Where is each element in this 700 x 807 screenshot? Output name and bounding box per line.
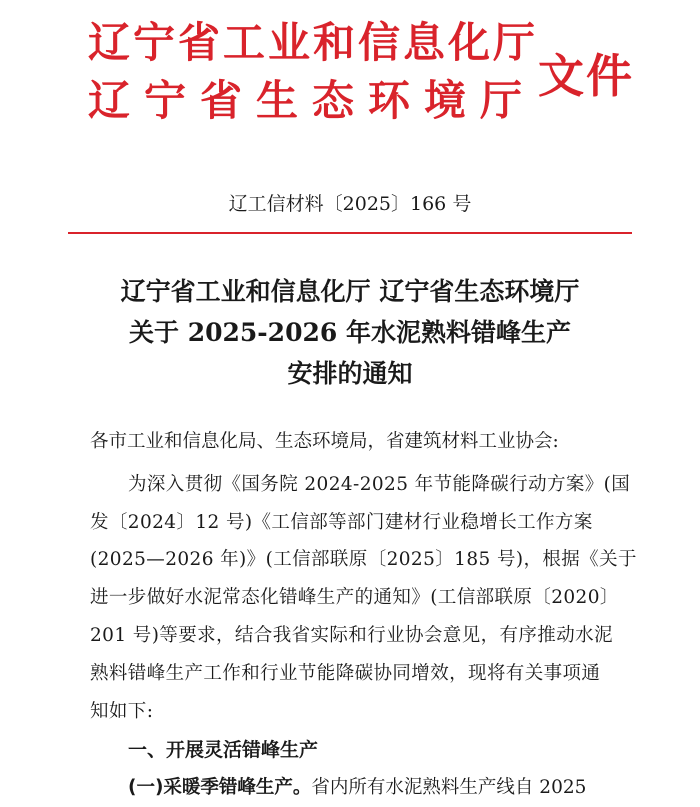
section-heading: 一、开展灵活错峰生产 — [128, 739, 319, 761]
body-line: (2025—2026 年)》(工信部联原〔2025〕185 号)，根据《关于 — [90, 549, 637, 570]
title-line-2: 关于 2025-2026 年水泥熟料错峰生产 — [129, 318, 571, 347]
issuer-line-1: 辽宁省工业和信息化厅 — [88, 18, 539, 67]
body-line: 为深入贯彻《国务院 2024-2025 年节能降碳行动方案》(国 — [128, 474, 631, 495]
issuer-line-2: 辽宁省生态环境厅 — [88, 76, 537, 125]
document-type-label: 文件 — [538, 49, 634, 103]
body-line: 发〔2024〕12 号)《工信部等部门建材行业稳增长工作方案 — [90, 512, 593, 533]
title-line-1: 辽宁省工业和信息化厅 辽宁省生态环境厅 — [120, 277, 580, 306]
body-line: 知如下: — [90, 701, 154, 722]
document-number: 辽工信材料〔2025〕166 号 — [228, 193, 472, 215]
red-divider — [68, 232, 632, 234]
title-line-3: 安排的通知 — [287, 359, 413, 388]
body-line: 熟料错峰生产工作和行业节能降碳协同增效，现将有关事项通 — [90, 663, 601, 684]
subsection-label: (一)采暖季错峰生产。 — [128, 777, 312, 798]
salutation: 各市工业和信息化局、生态环境局，省建筑材料工业协会: — [90, 431, 559, 452]
subsection-paragraph — [128, 773, 586, 799]
body-line: 201 号)等要求，结合我省实际和行业协会意见，有序推动水泥 — [90, 625, 613, 646]
subsection-text: 省内所有水泥熟料生产线自 2025 — [311, 777, 587, 798]
body-line: 进一步做好水泥常态化错峰生产的通知》(工信部联原〔2020〕 — [90, 587, 619, 608]
